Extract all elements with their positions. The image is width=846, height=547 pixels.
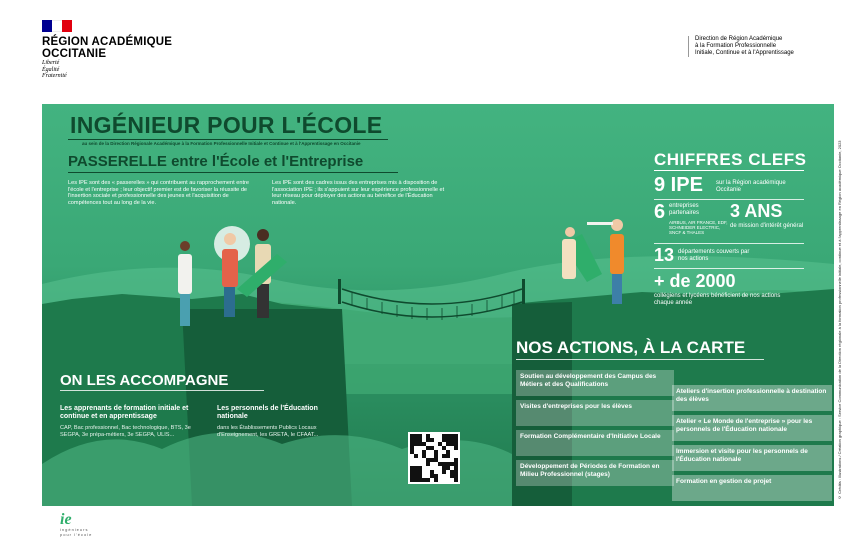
action-item-ateliers: Ateliers d'insertion professionnelle à destination des élèves	[672, 385, 832, 411]
motto	[42, 60, 67, 80]
partners-count: 6	[654, 201, 666, 223]
support-title: ON LES ACCOMPAGNE	[60, 372, 229, 389]
directorate-label	[688, 36, 825, 57]
intro-paragraph-right: Les IPE sont des cadres issus des entreprises mis à disposition de l'association IPE ; ils s'appuient sur leur expérience professionnelle et leur réseau pour déployer des actions au bénéfice de l'Éducation nationale.	[272, 180, 445, 206]
action-item-fcil: Formation Complémentaire d'Initiative Locale	[516, 430, 674, 456]
intro-paragraph-left: Les IPE sont des « passerelles » qui contribuent au rapprochement entre l'école et l'entreprise ; leur objectif premier est de favoriser la réussite de l'insertion sociale et professionnelle des jeunes et l'acquisition de compétences tout au long de la vie.	[68, 180, 249, 206]
departments-label: départements couverts par nos actions	[678, 249, 750, 262]
org-name	[42, 36, 172, 60]
actions-title: NOS ACTIONS, À LA CARTE	[516, 338, 746, 357]
directorate-line-2: à la Formation Professionnelle	[695, 43, 777, 49]
ipe-count-label: sur la Région académique Occitanie	[716, 180, 786, 193]
french-flag-icon	[42, 20, 72, 32]
ipe-logo-line-1: ingénieurs	[60, 527, 89, 532]
action-item-monde-entreprise: Atelier « Le Monde de l'entreprise » pour les personnels de l'Éducation nationale	[672, 415, 832, 441]
credit-text: © Crédits : Illustrations / Création graphique : Service Communication de la Direction régionale à la formation professionnelle initiale, continue et à l'apprentissage en Région académique Occitanie, 2023	[837, 140, 842, 500]
poster-title: INGÉNIEUR POUR L'ÉCOLE	[70, 112, 383, 138]
students-label: collégiens et lycéens bénéficient de nos actions chaque année	[654, 293, 781, 306]
support-underline	[60, 390, 264, 391]
qr-code[interactable]	[408, 432, 460, 484]
directorate-line-3: Initiale, Continue et à l'Apprentissage	[695, 50, 794, 56]
qr-code-pattern	[410, 434, 458, 482]
passerelle-underline	[68, 172, 398, 173]
support-col1-heading: Les apprenants de formation initiale et continue et en apprentissage	[60, 405, 189, 420]
ipe-logo-line-2: pour l'école	[60, 532, 93, 537]
ipe-logo-mark: ie	[60, 511, 72, 528]
directorate-line-1: Direction de Région Académique	[695, 36, 783, 42]
motto-fraternite: Fraternité	[42, 73, 67, 79]
partners-list: AIRBUS, AIR FRANCE, EDF, SCHNEIDER ELECTRIC, SNCF & THALES	[669, 220, 728, 235]
org-line-2: OCCITANIE	[42, 48, 107, 60]
action-item-immersion: Immersion et visite pour les personnels de l'Éducation nationale	[672, 445, 832, 471]
action-item-gestion-projet: Formation en gestion de projet	[672, 475, 832, 501]
poster-subtitle: au sein de la Direction Régionale Académique à la Formation Professionnelle Initiale et Continue et à l'Apprentissage en Occitanie	[82, 141, 361, 146]
motto-egalite: Égalité	[42, 66, 60, 73]
ipe-logo	[60, 513, 92, 537]
support-col1-body: CAP, Bac professionnel, Bac technologique, BTS, 3e SEGPA, 3e prépa-métiers, 3e SEGPA, ULIS...	[60, 425, 191, 438]
stats-divider-1	[654, 199, 804, 200]
departments-count: 13	[654, 245, 675, 265]
support-col2-body: dans les Établissements Publics Locaux d'Enseignement, les GRETA, le CFAAT...	[217, 425, 319, 438]
key-figures-underline	[654, 170, 804, 171]
partners-label: entreprises partenaires	[669, 203, 700, 216]
years-label: de mission d'intérêt général	[730, 223, 804, 229]
key-figures-title: CHIFFRES CLEFS	[654, 150, 807, 169]
title-underline	[68, 139, 388, 140]
students-count: + de 2000	[654, 271, 736, 291]
passerelle-heading: PASSERELLE entre l'École et l'Entreprise	[68, 153, 364, 170]
action-item-visits: Visites d'entreprises pour les élèves	[516, 400, 674, 426]
action-item-campus: Soutien au développement des Campus des Métiers et des Qualifications	[516, 370, 674, 396]
years-count: 3 ANS	[730, 201, 783, 221]
stats-divider-3	[654, 268, 804, 269]
motto-liberte: Liberté	[42, 60, 60, 66]
action-item-pfmp: Développement de Périodes de Formation en Milieu Professionnel (stages)	[516, 460, 674, 486]
ipe-count: 9 IPE	[654, 174, 703, 196]
org-line-1: RÉGION ACADÉMIQUE	[42, 36, 173, 48]
actions-underline	[516, 359, 764, 360]
support-col2-heading: Les personnels de l'Éducation nationale	[217, 405, 318, 420]
stats-divider-2	[654, 243, 804, 244]
